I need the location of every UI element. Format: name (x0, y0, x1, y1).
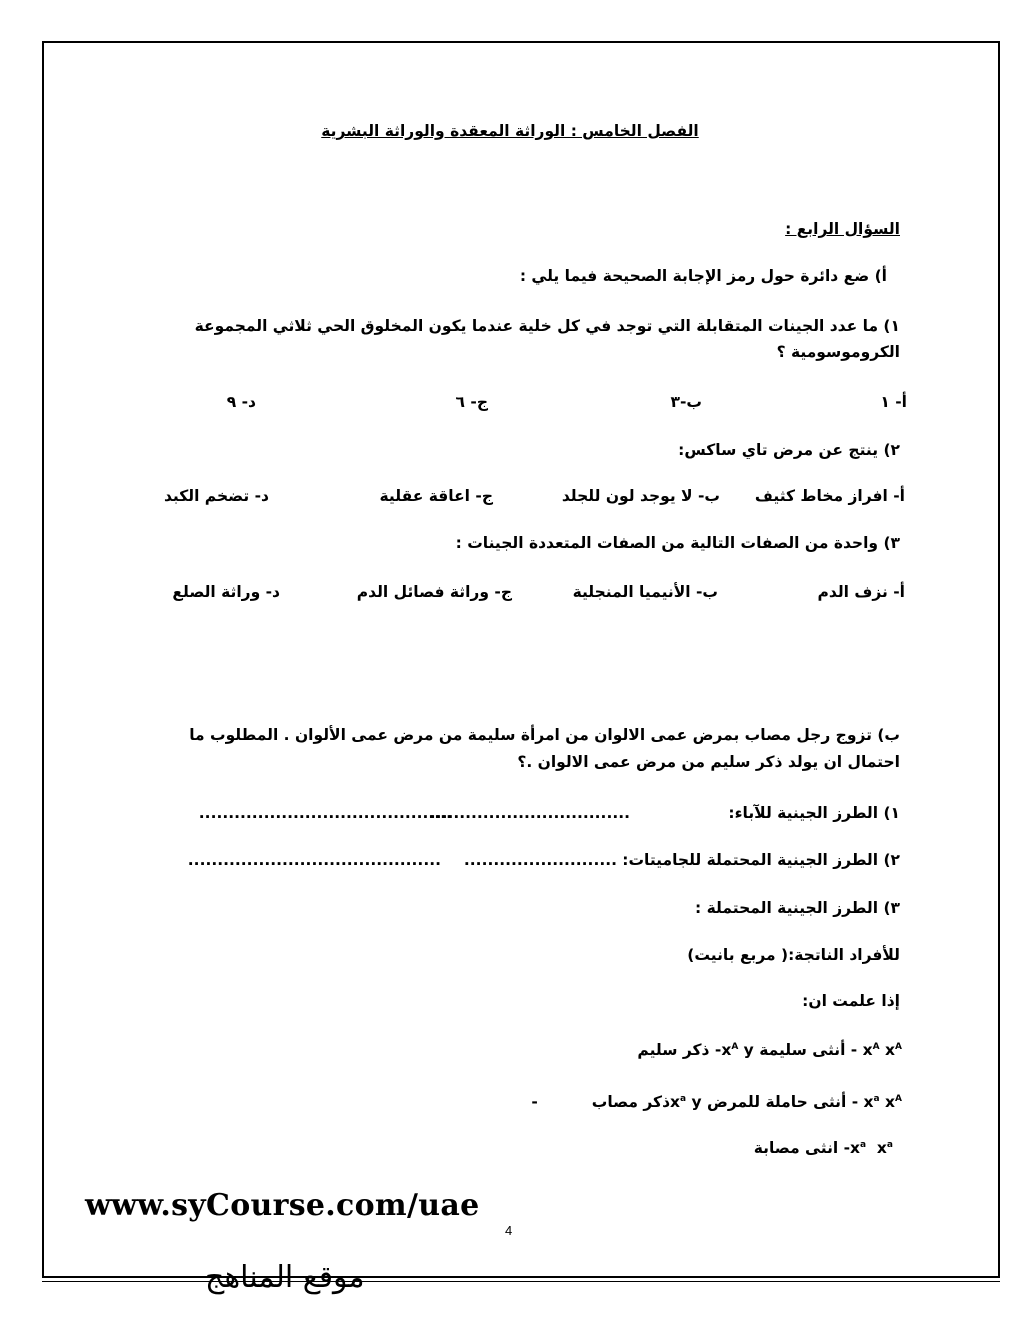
site-name-watermark: موقع المناهج (205, 1260, 365, 1295)
gametes-genotypes-label: ٢) الطرز الجينية المحتملة للجاميتات: (622, 851, 900, 869)
parents-answer-blank-1[interactable]: .................................. (429, 804, 630, 822)
q2-option-a[interactable]: أ- افراز مخاط كثيف (754, 487, 905, 505)
q2-option-b[interactable]: ب- لا يوجد لون للجلد (561, 487, 720, 505)
q1-line2: الكروموسومية ؟ (776, 343, 900, 361)
page-border-bottom-line (42, 1281, 1000, 1282)
gametes-answer-blank-2[interactable]: ........................................... (187, 851, 441, 869)
genotype-key-3: $x^a$ $x^a-$ انثى مصابة (753, 1139, 893, 1157)
genotype-key-2: $x^a$ $x^A$ - أنثى حاملة للمرض $x^a$ yذكر مصاب - (531, 1093, 902, 1111)
part-b-line2: احتمال ان يولد ذكر سليم من مرض عمى الالوان .؟ (517, 753, 900, 771)
gametes-answer-blank-1[interactable]: .......................... (463, 851, 617, 869)
genotype-key-1: $x^A$ $x^A$ - أنثى سليمة $x^A$ y- ذكر سليم (637, 1041, 902, 1059)
punnett-square-label: للأفراد الناتجة:( مربع بانيت) (687, 946, 900, 964)
part-a-instruction: أ) ضع دائرة حول رمز الإجابة الصحيحة فيما يلي : (519, 267, 887, 285)
q1-option-b[interactable]: ب-٣ (670, 393, 702, 411)
q3-text: ٣) واحدة من الصفات التالية من الصفات المتعددة الجينات : (455, 534, 900, 552)
given-label: إذا علمت ان: (802, 992, 900, 1010)
q3-option-b[interactable]: ب- الأنيميا المنجلية (572, 583, 718, 601)
q1-line1: ١) ما عدد الجينات المتقابلة التي توجد في كل خلية عندما يكون المخلوق الحي ثلاثي المجموعة (194, 317, 900, 335)
parents-genotypes-label: ١) الطرز الجينية للآباء: (728, 804, 900, 822)
website-url: www.syCourse.com/uae (85, 1188, 480, 1223)
page-number: 4 (505, 1223, 513, 1238)
q1-option-a[interactable]: أ- ١ (880, 393, 907, 411)
q3-option-c[interactable]: ج- وراثة فصائل الدم (356, 583, 512, 601)
question-heading: السؤال الرابع : (785, 220, 900, 238)
q2-text: ٢) ينتج عن مرض تاي ساكس: (678, 441, 900, 459)
parents-answer-blank-2[interactable]: ........................................... (198, 804, 452, 822)
part-b-line1: ب) تزوج رجل مصاب بمرض عمى الالوان من امرأة سليمة من مرض عمى الألوان . المطلوب ما (189, 726, 900, 744)
q1-option-c[interactable]: ج- ٦ (455, 393, 488, 411)
chapter-title: الفصل الخامس : الوراثة المعقدة والوراثة البشرية (321, 122, 699, 140)
q1-option-d[interactable]: د- ٩ (226, 393, 256, 411)
q3-option-a[interactable]: أ- نزف الدم (817, 583, 905, 601)
q2-option-d[interactable]: د- تضخم الكبد (163, 487, 269, 505)
q3-option-d[interactable]: د- وراثة الصلع (172, 583, 280, 601)
offspring-genotypes-label: ٣) الطرز الجينية المحتملة : (695, 899, 900, 917)
q2-option-c[interactable]: ج- اعاقة عقلية (379, 487, 493, 505)
